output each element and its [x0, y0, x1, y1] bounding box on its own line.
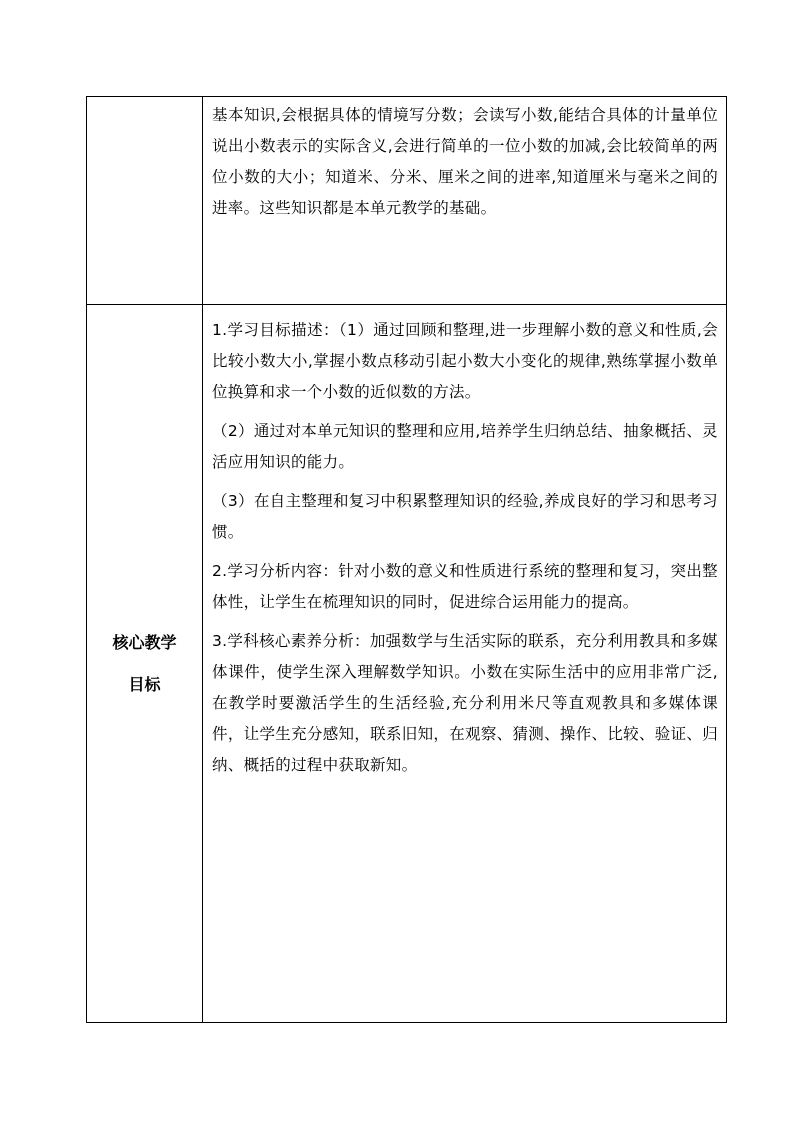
objective-description-paragraph: 1.学习目标描述：（1）通过回顾和整理,进一步理解小数的意义和性质,会比较小数大小,掌握小数点移动引起小数大小变化的规律,熟练掌握小数单位换算和求一个小数的近似数的方法。 [212, 321, 718, 401]
content-analysis-paragraph: 2.学习分析内容：针对小数的意义和性质进行系统的整理和复习，突出整体性，让学生在梳理知识的同时，促进综合运用能力的提高。 [212, 562, 718, 611]
objective-item-2-paragraph: （2）通过对本单元知识的整理和应用,培养学生归纳总结、抽象概括、灵活应用知识的能力。 [212, 422, 718, 471]
core-literacy-paragraph: 3.学科核心素养分析：加强数学与生活实际的联系，充分利用教具和多媒体课件，使学生深入理解数学知识。小数在实际生活中的应用非常广泛,在教学时要激活学生的生活经验,充分利用米尺等直观教具和多媒体课件，让学生充分感知，联系旧知，在观察、猜测、操作、比较、验证、归纳、概括的过程中获取新知。 [212, 632, 718, 774]
row1-paragraph-1: 基本知识,会根据具体的情境写分数；会读写小数,能结合具体的计量单位说出小数表示的实际含义,会进行简单的一位小数的加减,会比较简单的两位小数的大小；知道米、分米、厘米之间的进率,知道厘米与毫米之间的进率。这些知识都是本单元教学的基础。 [212, 106, 718, 217]
row2-label-line1: 核心教学 [112, 632, 177, 652]
row2-content-cell [203, 305, 727, 1023]
row2-label-line2: 目标 [128, 674, 161, 694]
table-row-core-objectives [87, 305, 727, 1023]
row1-content-cell [203, 97, 727, 305]
lesson-plan-table [86, 96, 727, 1023]
table-row-basic-knowledge [87, 97, 727, 305]
row1-label-cell [87, 97, 203, 305]
objective-item-3-paragraph: （3）在自主整理和复习中积累整理知识的经验,养成良好的学习和思考习惯。 [212, 492, 718, 541]
row2-label-cell [87, 305, 203, 1023]
